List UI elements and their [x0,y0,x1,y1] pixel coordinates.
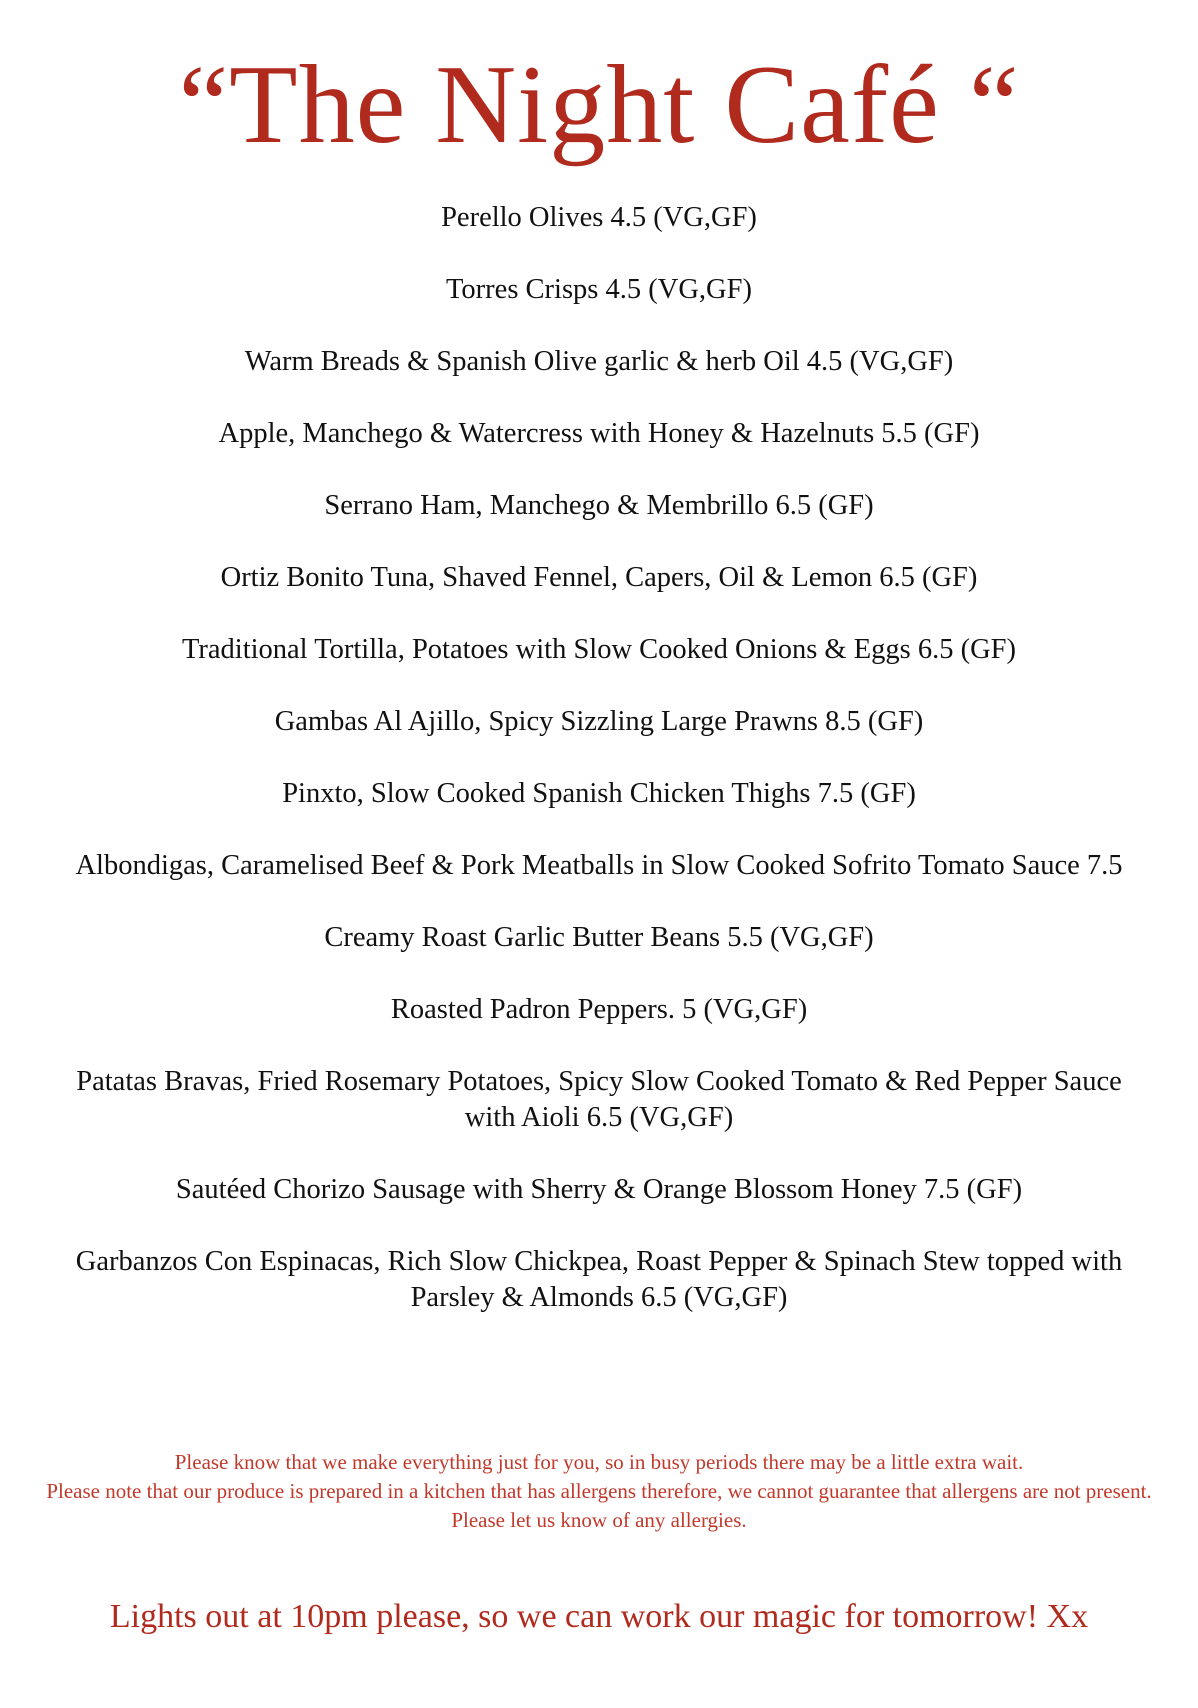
menu-item: Garbanzos Con Espinacas, Rich Slow Chickpea, Roast Pepper & Spinach Stew topped with Parsley & Almonds 6.5 (VG,GF) [75,1246,1123,1313]
menu-item: Roasted Padron Peppers. 5 (VG,GF) [390,994,808,1025]
menu-item: Albondigas, Caramelised Beef & Pork Meatballs in Slow Cooked Sofrito Tomato Sauce 7.5 [75,850,1123,881]
menu-item: Gambas Al Ajillo, Spicy Sizzling Large Prawns 8.5 (GF) [274,706,924,737]
menu-item: Creamy Roast Garlic Butter Beans 5.5 (VG,GF) [324,922,874,953]
menu-item: Serrano Ham, Manchego & Membrillo 6.5 (GF) [324,490,874,521]
menu-item: Pinxto, Slow Cooked Spanish Chicken Thighs 7.5 (GF) [282,778,916,809]
page-title: “The Night Café “ [178,43,1020,167]
notice-wait-line: Please know that we make everything just for you, so in busy periods there may be a little extra wait. [174,1450,1024,1474]
notice-allergen-line: Please note that our produce is prepared in a kitchen that has allergens therefore, we cannot guarantee that allergens are not present. [46,1479,1152,1503]
notice-allergy-request-line: Please let us know of any allergies. [451,1508,747,1532]
menu-list [60,200,1138,1352]
closing-message: Lights out at 10pm please, so we can work our magic for tomorrow! Xx [109,1598,1089,1635]
menu-item: Ortiz Bonito Tuna, Shaved Fennel, Capers, Oil & Lemon 6.5 (GF) [220,562,978,593]
allergen-notice [40,1448,1158,1535]
menu-item: Sautéed Chorizo Sausage with Sherry & Orange Blossom Honey 7.5 (GF) [175,1174,1023,1205]
menu-item: Patatas Bravas, Fried Rosemary Potatoes, Spicy Slow Cooked Tomato & Red Pepper Sauce with Aioli 6.5 (VG,GF) [76,1066,1122,1133]
menu-item: Torres Crisps 4.5 (VG,GF) [446,274,752,305]
menu-item: Traditional Tortilla, Potatoes with Slow Cooked Onions & Eggs 6.5 (GF) [181,634,1016,665]
menu-item: Warm Breads & Spanish Olive garlic & herb Oil 4.5 (VG,GF) [244,346,954,377]
menu-item: Perello Olives 4.5 (VG,GF) [441,202,757,233]
menu-item: Apple, Manchego & Watercress with Honey & Hazelnuts 5.5 (GF) [218,418,980,449]
